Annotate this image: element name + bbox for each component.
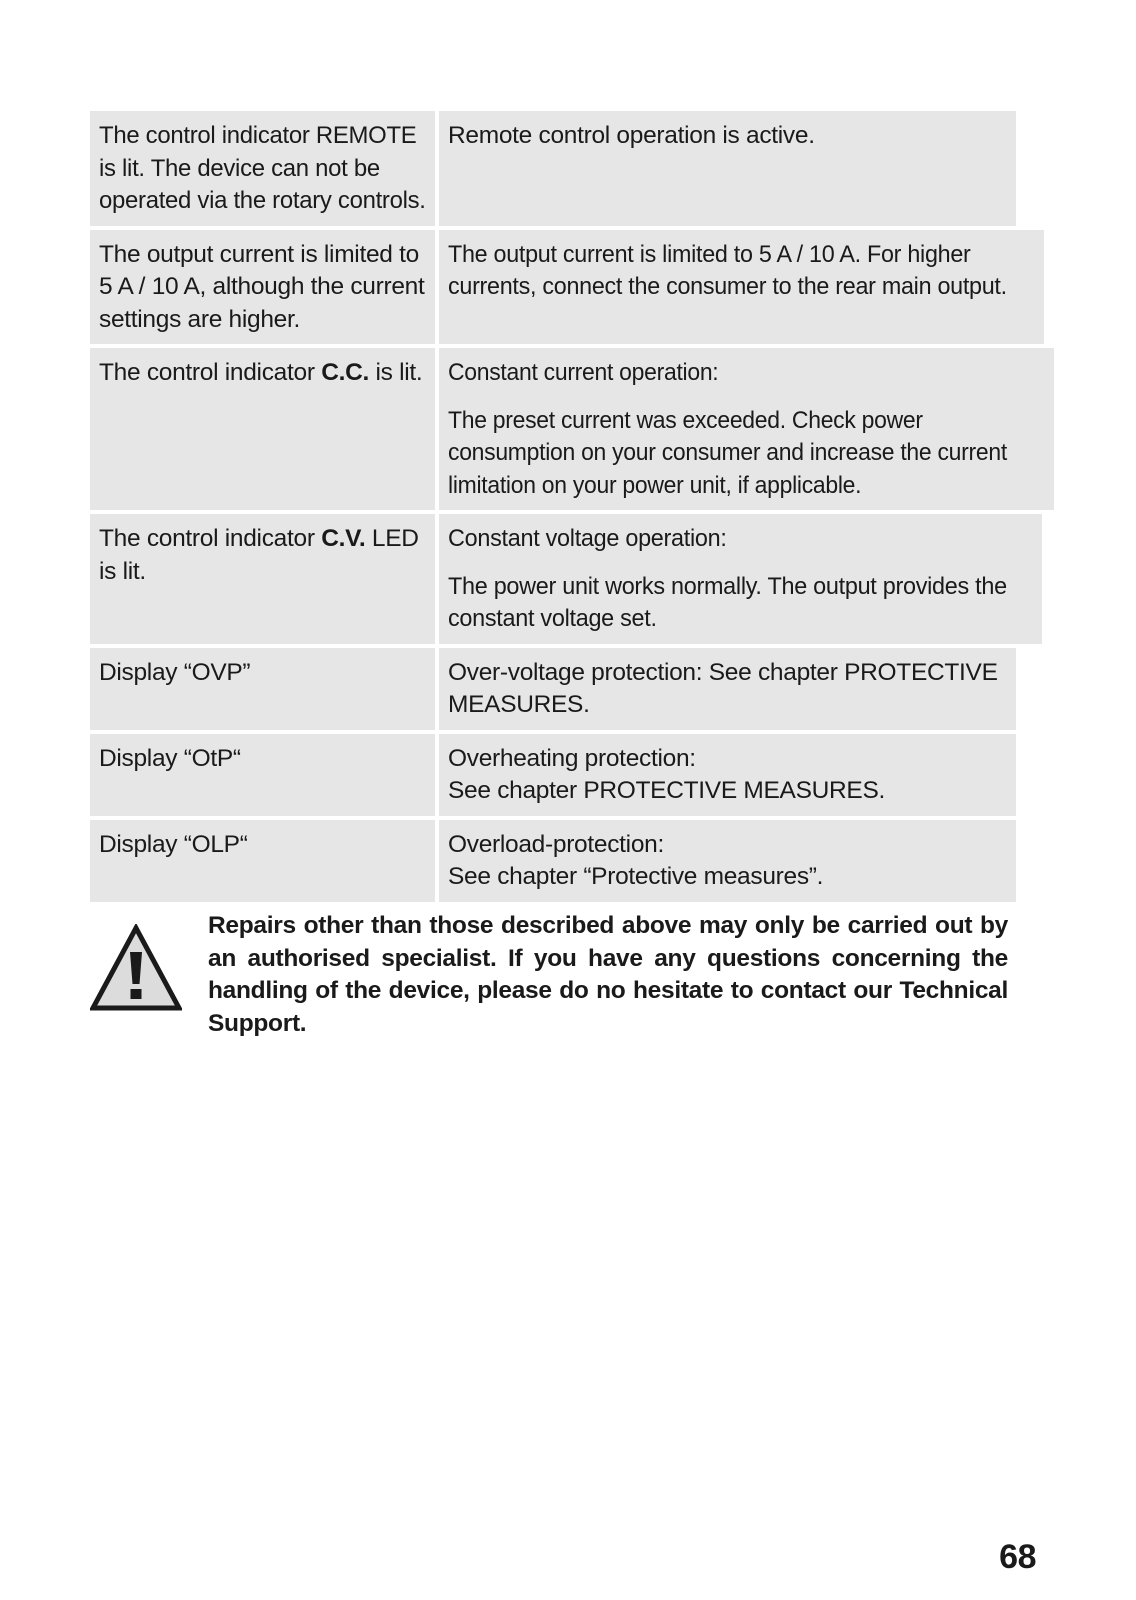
condition-text-segment: The control indicator <box>99 359 322 386</box>
condition-cell <box>90 514 435 644</box>
indicator-name: C.V. <box>321 525 366 552</box>
condition-text <box>99 239 426 337</box>
condition-text <box>99 657 426 690</box>
remedy-text: Overheating protection: See chapter PROTECTIVE MEASURES. <box>448 744 885 804</box>
condition-text <box>99 743 426 776</box>
condition-text-segment: LED is lit. <box>99 525 419 585</box>
remedy-cell <box>439 734 1016 816</box>
indicator-name: C.C. <box>321 359 369 386</box>
remedy-text: The power unit works normally. The output provides the constant voltage set. <box>448 572 1007 632</box>
remedy-text: Constant current operation: <box>448 359 719 386</box>
condition-text-segment: Display “OLP“ <box>99 830 248 858</box>
troubleshooting-table <box>90 111 1016 902</box>
remedy-cell <box>439 514 1042 644</box>
condition-cell <box>90 734 435 816</box>
condition-cell <box>90 648 435 730</box>
remedy-cell <box>439 111 1016 226</box>
table-row <box>90 230 1016 345</box>
warning-triangle-icon <box>90 924 182 1012</box>
remedy-text: Constant voltage operation: <box>448 525 727 552</box>
condition-text-segment: Display “OVP” <box>99 658 251 686</box>
condition-text <box>99 357 426 390</box>
condition-text-segment: The control indicator REMOTE is lit. The device can not be operated via the rotary controls. <box>99 122 426 214</box>
table-row <box>90 111 1016 226</box>
condition-text <box>99 120 426 218</box>
condition-text <box>99 829 426 862</box>
table-row <box>90 820 1016 902</box>
remedy-text: The preset current was exceeded. Check power consumption on your consumer and increase the current limitation on your power unit, if applicable. <box>448 406 1007 499</box>
warning-note <box>90 910 1016 1040</box>
table-row <box>90 648 1016 730</box>
remedy-cell <box>439 230 1044 345</box>
condition-text <box>99 523 426 588</box>
condition-text-segment: The control indicator <box>99 525 322 552</box>
condition-cell <box>90 348 435 510</box>
condition-text-segment: is lit. <box>369 359 423 386</box>
remedy-cell <box>439 648 1016 730</box>
remedy-text: Remote control operation is active. <box>448 122 815 149</box>
condition-text-segment: The output current is limited to 5 A / 10 A, although the current settings are higher. <box>99 240 425 333</box>
remedy-cell <box>439 820 1016 902</box>
page-number: 68 <box>999 1538 1036 1576</box>
warning-text: Repairs other than those described above may only be carried out by an authorised specialist. If you have any questions concerning the handling of the device, please do no hesitate to contact our Technical Support. <box>208 912 1008 1037</box>
condition-cell <box>90 111 435 226</box>
condition-cell <box>90 230 435 345</box>
table-row <box>90 348 1016 510</box>
remedy-text: Over-voltage protection: See chapter PROTECTIVE MEASURES. <box>448 658 998 718</box>
table-row <box>90 734 1016 816</box>
remedy-text: The output current is limited to 5 A / 10 A. For higher currents, connect the consumer to the rear main output. <box>448 240 1007 300</box>
table-row <box>90 514 1016 644</box>
condition-text-segment: Display “OtP“ <box>99 744 241 772</box>
remedy-cell <box>439 348 1054 510</box>
condition-cell <box>90 820 435 902</box>
remedy-text: Overload-protection: See chapter “Protective measures”. <box>448 830 824 890</box>
